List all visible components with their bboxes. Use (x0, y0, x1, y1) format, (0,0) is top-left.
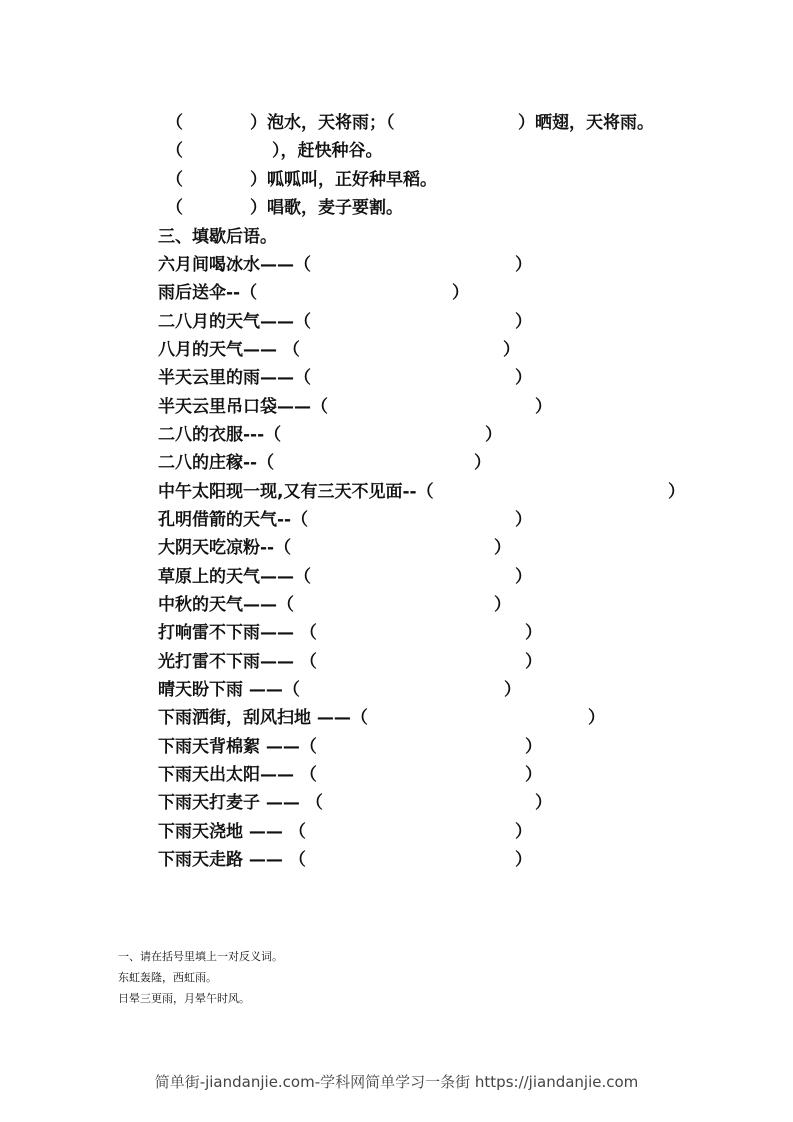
xiehouyu-text: 雨后送伞--（ (158, 283, 258, 303)
xiehouyu-text: 下雨天浇地 —— （ (158, 822, 306, 842)
open-paren: （ (166, 198, 183, 218)
xiehouyu-line (0, 849, 532, 915)
proverb-text: ）呱呱叫，正好种早稻。 (250, 170, 437, 190)
note-line: 日晕三更雨，月晕午时风。 (118, 992, 250, 1005)
close-paren: ） (525, 765, 542, 785)
close-paren: ） (515, 567, 532, 587)
close-paren: ） (474, 453, 491, 473)
xiehouyu-text: 半天云里的雨——（ (158, 368, 311, 388)
xiehouyu-text: 孔明借箭的天气--（ (158, 510, 309, 530)
close-paren: ） (515, 368, 532, 388)
xiehouyu-text: 六月间喝冰水——（ (158, 255, 311, 275)
close-paren: ） (535, 793, 552, 813)
xiehouyu-text: 八月的天气—— （ (158, 340, 300, 360)
close-paren: ） (525, 652, 542, 672)
xiehouyu-text: 光打雷不下雨—— （ (158, 652, 317, 672)
close-paren: ） (535, 397, 552, 417)
xiehouyu-text: 打响雷不下雨—— （ (158, 623, 317, 643)
proverb-text: ）晒翅，天将雨。 (518, 113, 654, 133)
note-line: 一、请在括号里填上一对反义词。 (118, 950, 283, 963)
xiehouyu-text: 中秋的天气——（ (158, 595, 294, 615)
close-paren: ） (494, 538, 511, 558)
open-paren: （ (166, 113, 183, 133)
open-paren: （ (166, 141, 183, 161)
xiehouyu-text: 二八的衣服---（ (158, 425, 282, 445)
close-paren: ） (452, 283, 469, 303)
xiehouyu-text: 中午太阳现一现,又有三天不见面--（ (158, 482, 434, 502)
close-paren: ） (525, 623, 542, 643)
close-paren: ） (494, 595, 511, 615)
proverb-text: ），赶快种谷。 (272, 141, 383, 161)
xiehouyu-text: 二八月的天气——（ (158, 312, 311, 332)
close-paren: ） (503, 340, 520, 360)
proverb-text: ）泡水，天将雨；（ (250, 113, 395, 133)
close-paren: ） (485, 425, 502, 445)
xiehouyu-text: 下雨天背棉絮 ——（ (158, 737, 317, 757)
xiehouyu-text: 二八的庄稼--（ (158, 453, 275, 473)
open-paren: （ (166, 170, 183, 190)
xiehouyu-text: 半天云里吊口袋——（ (158, 397, 328, 417)
note-line: 东虹轰隆，西虹雨。 (118, 971, 217, 984)
section-3-title-text: 三、填歇后语。 (158, 227, 277, 247)
close-paren: ） (588, 708, 605, 728)
close-paren: ） (515, 312, 532, 332)
close-paren: ） (525, 737, 542, 757)
close-paren: ） (504, 680, 521, 700)
xiehouyu-text: 下雨天走路 —— （ (158, 850, 306, 870)
xiehouyu-text: 下雨天出太阳—— （ (158, 765, 317, 785)
xiehouyu-text: 下雨洒街，刮风扫地 ——（ (158, 708, 368, 728)
close-paren: ） (515, 255, 532, 275)
xiehouyu-text: 下雨天打麦子 —— （ (158, 793, 323, 813)
xiehouyu-text: 晴天盼下雨 ——（ (158, 680, 300, 700)
close-paren: ） (515, 510, 532, 530)
proverb-text: ）唱歌，麦子要割。 (250, 198, 403, 218)
close-paren: ） (668, 482, 685, 502)
xiehouyu-text: 大阴天吃凉粉--（ (158, 538, 292, 558)
close-paren: ） (515, 822, 532, 842)
xiehouyu-text: 草原上的天气——（ (158, 567, 311, 587)
footer-watermark: 简单街-jiandanjie.com-学科网简单学习一条街 https://jiandanjie.com (154, 1073, 639, 1091)
close-paren: ） (515, 850, 532, 870)
